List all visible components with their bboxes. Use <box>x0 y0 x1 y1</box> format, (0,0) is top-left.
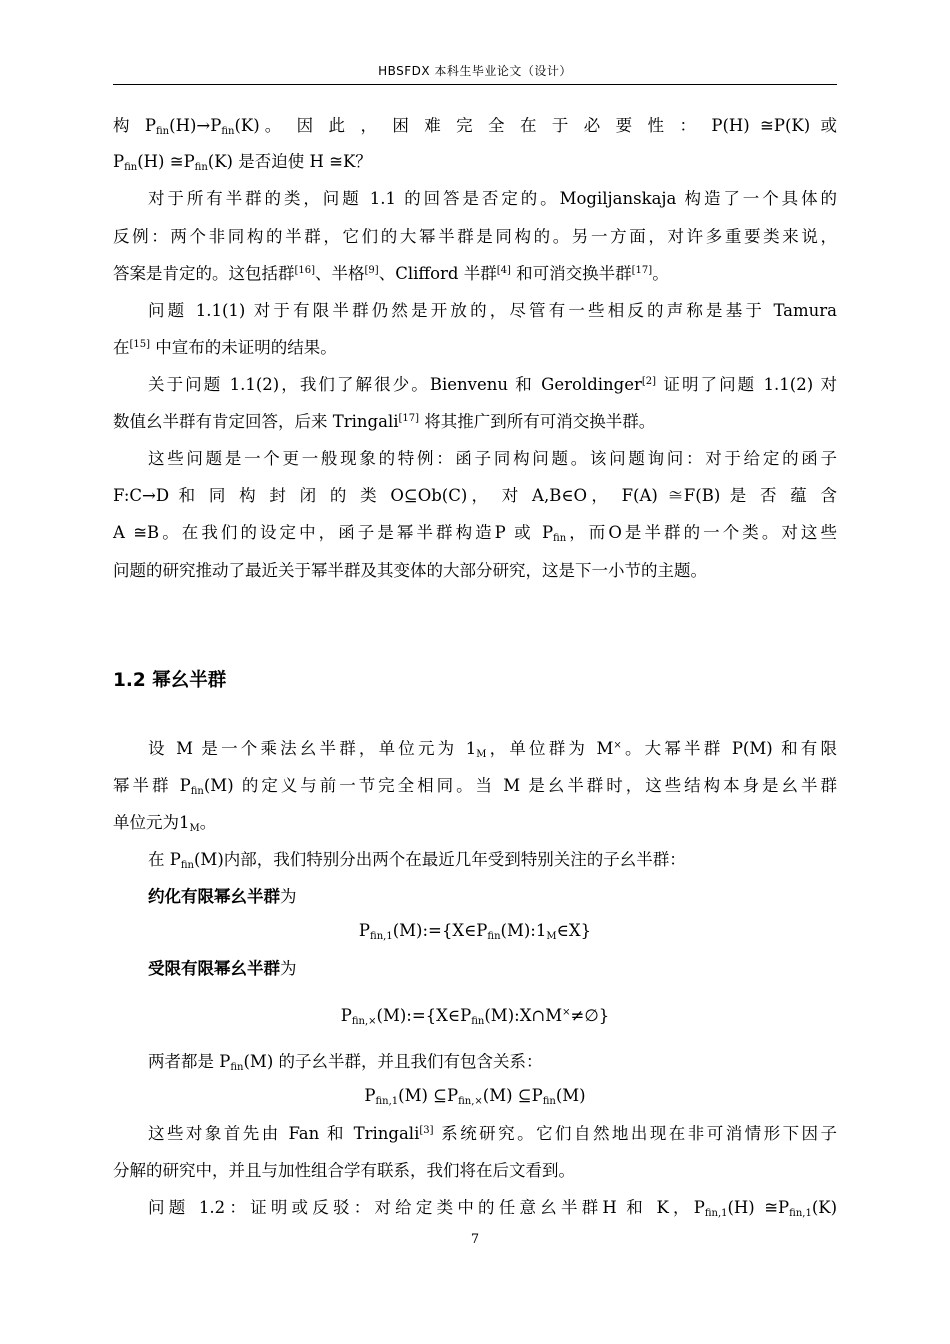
equation: $P_{fin,1}(M)$ $⊆P_{fin,\times}(M)$ $⊆P_{fin}(M)$ <box>364 1086 586 1107</box>
paragraph-line: 问题的研究推动了最近关于幂半群及其变体的大部分研究，这是下一小节的主题。 <box>113 561 707 580</box>
paragraph-line: 数值幺半群有肯定回答，后来 Tringali[17] 将其推广到所有可消交换半群。 <box>113 412 656 431</box>
paragraph-line: 两者都是 $P_{fin}(M)$ 的子幺半群，并且我们有包含关系： <box>148 1052 543 1073</box>
paragraph-line: 对于所有半群的类，问题 1.1 的回答是否定的。Mogiljanskaja 构造了一个具体的 <box>148 189 837 208</box>
paragraph-line: 设 M 是一个乘法幺半群，单位元为 $1_M$，单位群为 M×。大幂半群 P(M) 和有限 <box>148 739 837 760</box>
header-rule <box>113 84 837 85</box>
paragraph-line: 问题 1.1(1) 对于有限半群仍然是开放的，尽管有一些相反的声称是基于 Tamura <box>148 301 837 320</box>
term-definition: 约化有限幂幺半群为 <box>148 887 297 906</box>
paragraph-line: 答案是肯定的。这包括群[16]、半格[9]、Clifford 半群[4] 和可消交换半群[17]。 <box>113 264 669 283</box>
paragraph-line: A ≅B。在我们的设定中，函子是幂半群构造P 或 $P_{fin}$，而O是半群的一个类。对这些 <box>113 523 837 544</box>
section-heading: 1.2 幂幺半群 <box>113 670 227 691</box>
term-definition: 受限有限幂幺半群为 <box>148 959 297 978</box>
paragraph-line: 这些对象首先由 Fan 和 Tringali[3] 系统研究。它们自然地出现在非可消情形下因子 <box>148 1124 838 1143</box>
equation: $P_{fin,1}(M):=\{X\in P_{fin}(M):1_M\in X\}$ <box>358 921 592 942</box>
paragraph-line: 单位元为$1_M$。 <box>113 813 217 834</box>
paragraph-line: $P_{fin}(H)$ $≅P_{fin}(K)$ 是否迫使 H ≅K？ <box>113 152 372 173</box>
paragraph-line: 关于问题 1.1(2)，我们了解很少。Bienvenu 和 Geroldinger[2] 证明了问题 1.1(2) 对 <box>148 375 837 394</box>
equation: $P_{fin,\times}(M):=\{X\in P_{fin}(M):X\cap M^\times\ne\emptyset\}$ <box>340 1006 610 1027</box>
paragraph-line: 问题 1.2：证明或反驳：对给定类中的任意幺半群H 和 K，$P_{fin,1}(H)$ $≅P_{fin,1}(K)$ <box>148 1198 838 1219</box>
paragraph-line: 分解的研究中，并且与加性组合学有联系，我们将在后文看到。 <box>113 1161 575 1180</box>
paragraph-line: 在[15] 中宣布的未证明的结果。 <box>113 338 337 357</box>
paragraph-line: 在 $P_{fin}(M)$内部，我们特别分出两个在最近几年受到特别关注的子幺半群： <box>148 850 686 871</box>
paragraph-line: 反例：两个非同构的半群，它们的大幂半群是同构的。另一方面，对许多重要类来说， <box>113 227 837 246</box>
paragraph-line: 构 $P_{fin}(H)\to P_{fin}(K)$。 因 此 ， 困 难 完 全 在 于 必 要 性 ： P(H) ≅P(K) 或 <box>113 116 837 137</box>
paragraph-line: 这些问题是一个更一般现象的特例：函子同构问题。该问题询问：对于给定的函子 <box>148 449 837 468</box>
paragraph-line: F:C→D 和 同 构 封 闭 的 类 O⊆Ob(C)， 对 A,B∈O， F(A) ≅F(B) 是 否 蕴 含 <box>113 486 837 505</box>
page-number: 7 <box>470 1232 480 1247</box>
running-header: HBSFDX 本科生毕业论文（设计） <box>378 64 572 78</box>
paragraph-line: 幂半群 $P_{fin}(M)$ 的定义与前一节完全相同。当 M 是幺半群时，这些结构本身是幺半群 <box>113 776 837 797</box>
